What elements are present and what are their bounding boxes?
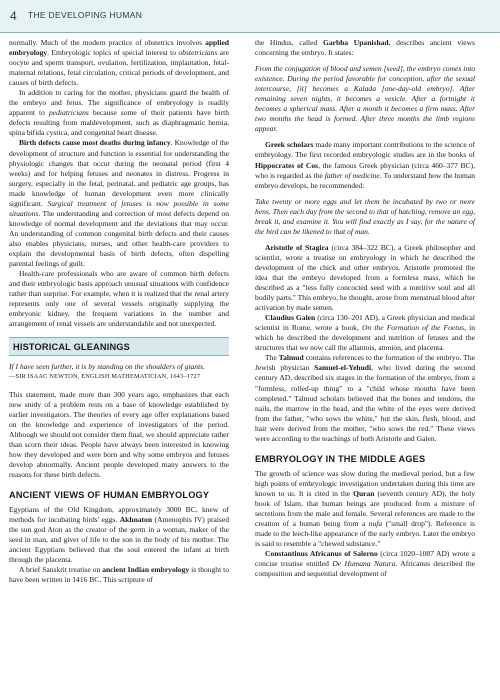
header-rule bbox=[0, 32, 500, 33]
right-paragraph-6: The growth of science was slow during the medieval period, but a few high points of embryologic investigation undertaken during this time are known to us. It is cited in the Quran (seventh century AD), the holy book of Islam, that human beings are produced from a mixture of secretions from the male and female. Several references are made to the creation of a human being from a nufa ("small drop"). Reference is made to the leech-like appearance of the early embryo. Later the embryo is said to resemble a "chewed substance." bbox=[255, 468, 475, 549]
running-head: THE DEVELOPING HUMAN bbox=[28, 10, 143, 20]
page-number: 4 bbox=[10, 9, 17, 23]
left-column bbox=[9, 38, 229, 585]
section-heading-historical-gleanings: HISTORICAL GLEANINGS bbox=[13, 342, 130, 353]
left-paragraph-4: Health-care professionals who are aware of common birth defects and their embryologic basis approach unusual situations with confidence rather than surprise. For example, when it is realized that the renal artery represents only one of several vessels originally supplying the embryonic kidney, the frequent variations in the number and arrangement of renal vessels are understandable and not unexpected. bbox=[9, 269, 229, 329]
left-paragraph-3: Birth defects cause most deaths during infancy. Knowledge of the development of structure and function is essential for understanding the physiologic changes that occur during the neonatal period (first 4 weeks) and for helping fetuses and neonates in distress. Progress in surgery, especially in the fetal, perinatal, and pediatric age groups, has made knowledge of human development even more clinically significant. Surgical treatment of fetuses is now possible in some situations. The understanding and correction of most defects depend on knowledge of normal development and the deviations that may occur. An understanding of common congenital birth defects and their causes also enables physicians, nurses, and other health-care providers to explain the developmental basis of birth defects, often dispelling parental feelings of guilt. bbox=[9, 138, 229, 269]
right-column bbox=[255, 38, 475, 579]
right-paragraph-4: Claudius Galen (circa 130–201 AD), a Greek physician and medical scientist in Rome, wrote a book, On the Formation of the Foetus, in which he described the development and nutrition of fetuses and the structures that we now call the allantois, amnion, and placenta. bbox=[255, 313, 475, 353]
right-paragraph-2: Greek scholars made many important contributions to the science of embryology. The first recorded embryologic studies are in the books of Hippocrates of Cos, the famous Greek physician (circa 460–377 BC), who is regarded as the father of medicine. To understand how the human embryo develops, he recommended: bbox=[255, 140, 475, 190]
epigraph-attribution: —SIR ISAAC NEWTON, ENGLISH MATHEMATICIAN, 1643–1727 bbox=[9, 373, 201, 381]
block-quote-garbha-upanishad: From the conjugation of blood and semen [seed], the embryo comes into existence. During the period favorable for conception, after the sexual intercourse, [it] becomes a Kalada [one-day-old embryo]. After remaining seven nights, it becomes a vesicle. After a fortnight it becomes a spherical mass. After a month it becomes a firm mass. After two months the head is formed. After three months the limb regions appear. bbox=[255, 64, 475, 134]
right-paragraph-1: the Hindus, called Garbha Upanishad, describes ancient views concerning the embryo. It states: bbox=[255, 38, 475, 58]
left-paragraph-5: This statement, made more than 300 years ago, emphasizes that each new study of a problem rests on a base of knowledge established by earlier investigators. The theories of every age offer explanations based on the knowledge and experience of investigators of the period. Although we should not consider them final, we should appreciate rather than scorn their ideas. People have always been interested in knowing how they developed and were born and why some embryos and fetuses develop abnormally. Ancient people developed many answers to the reasons for these birth defects. bbox=[9, 389, 229, 479]
section-heading-ancient-views: ANCIENT VIEWS OF HUMAN EMBRYOLOGY bbox=[9, 489, 210, 500]
section-heading-middle-ages: EMBRYOLOGY IN THE MIDDLE AGES bbox=[255, 453, 426, 464]
epigraph-quote: If I have seen further, it is by standing on the shoulders of giants. bbox=[9, 362, 205, 372]
left-paragraph-7: A brief Sanskrit treatise on ancient Indian embryology is thought to have been written in 1416 BC. This scripture of bbox=[9, 565, 229, 585]
left-paragraph-1: normally. Much of the modern practice of obstetrics involves applied embryology. Embryologic topics of special interest to obstetricians are oocyte and sperm transport, ovulation, fertilization, implantation, fetal-maternal relations, fetal circulation, critical periods of development, and causes of birth defects. bbox=[9, 38, 229, 88]
right-paragraph-5: The Talmud contains references to the formation of the embryo. The Jewish physician Samuel-el-Yehudi, who lived during the second century AD, described six stages in the formation of the embryo, from a "formless, rolled-up thing" to a "child whose months have been completed." Talmud scholars believed that the bones and tendons, the nails, the marrow in the head, and the white of the eyes were derived from the father, "who sows the white," but the skin, flesh, blood, and hair were derived from the mother, "who sows the red." These views were according to the teachings of both Aristotle and Galen. bbox=[255, 353, 475, 443]
right-paragraph-7: Constantinus Africanus of Salerno (circa 1020–1087 AD) wrote a concise treatise entitled De Humana Natura. Africanus described the composition and sequential development of bbox=[255, 549, 475, 579]
right-paragraph-3: Aristotle of Stagira (circa 384–322 BC), a Greek philosopher and scientist, wrote a treatise on embryology in which he described the development of the chick and other embryos. Aristotle promoted the idea that the embryo developed from a formless mass, which he described as a "less fully concocted seed with a nutritive soul and all bodily parts." This embryo, he thought, arose from menstrual blood after activation by male semen. bbox=[255, 242, 475, 313]
block-quote-hippocrates: Take twenty or more eggs and let them be incubated by two or more hens. Then each day from the second to that of hatching, remove an egg, break it, and examine it. You will find exactly as I say, for the nature of the bird can be likened to that of man. bbox=[255, 196, 475, 236]
section-heading-box-historical bbox=[9, 337, 229, 356]
left-paragraph-6: Egyptians of the Old Kingdom, approximately 3000 BC, knew of methods for incubating birds' eggs. Akhnaton (Amenophis IV) praised the sun god Aton as the creator of the germ in a woman, maker of the seed in man, and giver of life to the son in the body of his mother. The ancient Egyptians believed that the soul entered the infant at birth through the placenta. bbox=[9, 504, 229, 565]
left-paragraph-2: In addition to caring for the mother, physicians guard the health of the embryo and fetus. The significance of embryology is readily apparent to pediatricians because some of their patients have birth defects resulting from maldevelopment, such as diaphragmatic hernia, spina bifida cystica, and congenital heart disease. bbox=[9, 88, 229, 138]
